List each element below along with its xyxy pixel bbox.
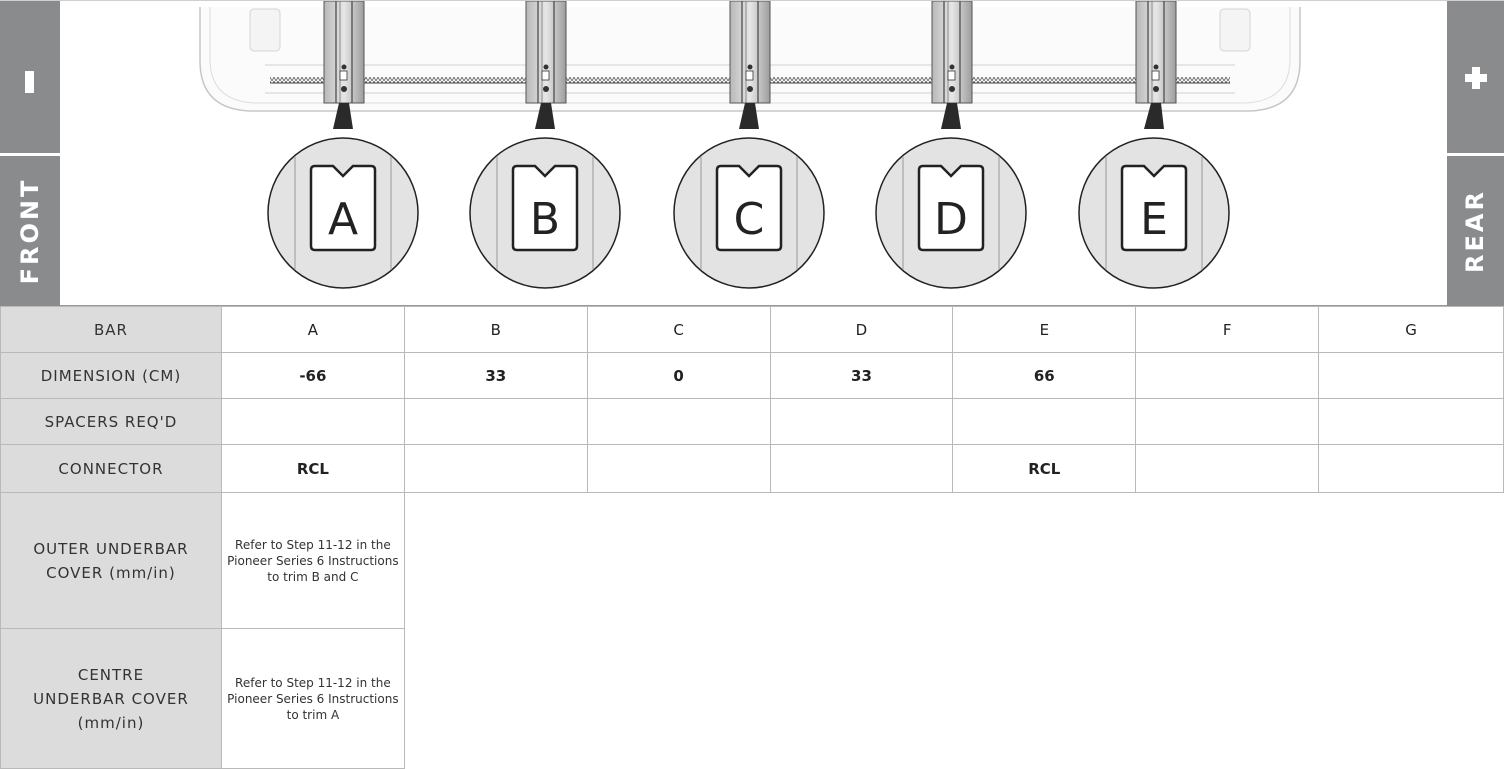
- bar-col-c: C: [587, 307, 770, 353]
- spacers-g: [1319, 399, 1504, 445]
- minus-icon: [25, 71, 34, 93]
- callout-letter-a: A: [327, 194, 359, 245]
- connector-d: [770, 445, 953, 493]
- callout-letter-c: C: [733, 194, 765, 245]
- connector-e: RCL: [953, 445, 1136, 493]
- callout-letter-e: E: [1140, 194, 1168, 245]
- rear-label: REAR: [1461, 189, 1489, 273]
- outer-cover-row: [1, 493, 1504, 629]
- bar-spec-table: [0, 306, 1504, 769]
- spacers-label: SPACERS REQ'D: [1, 399, 222, 445]
- spacers-f: [1136, 399, 1319, 445]
- callout-d: [876, 138, 1026, 288]
- callout-a: [268, 138, 418, 288]
- bar-header-row: [1, 307, 1504, 353]
- front-side-panel: [0, 1, 60, 307]
- bar-col-a: A: [221, 307, 404, 353]
- centre-cover-label: CENTRE UNDERBAR COVER (mm/in): [1, 629, 222, 769]
- blank-area: [404, 493, 1503, 629]
- dimension-a: -66: [221, 353, 404, 399]
- dimension-e: 66: [953, 353, 1136, 399]
- dimension-row: [1, 353, 1504, 399]
- spacers-row: [1, 399, 1504, 445]
- dimension-d: 33: [770, 353, 953, 399]
- callout-c: [674, 138, 824, 288]
- bar-col-b: B: [404, 307, 587, 353]
- connector-c: [587, 445, 770, 493]
- callout-b: [470, 138, 620, 288]
- dimension-g: [1319, 353, 1504, 399]
- outer-cover-note: Refer to Step 11-12 in the Pioneer Series 6 Instructions to trim B and C: [221, 493, 404, 629]
- side-divider: [1447, 153, 1504, 156]
- dimension-label: DIMENSION (CM): [1, 353, 222, 399]
- centre-cover-note: Refer to Step 11-12 in the Pioneer Series 6 Instructions to trim A: [221, 629, 404, 769]
- connector-f: [1136, 445, 1319, 493]
- callout-letter-d: D: [934, 194, 968, 245]
- blank-area: [404, 629, 1503, 769]
- dimension-c: 0: [587, 353, 770, 399]
- bar-header-label: BAR: [1, 307, 222, 353]
- dimension-b: 33: [404, 353, 587, 399]
- callout-e: [1079, 138, 1229, 288]
- bar-col-e: E: [953, 307, 1136, 353]
- centre-cover-row: [1, 629, 1504, 769]
- bar-callouts: [268, 138, 1229, 288]
- spacers-a: [221, 399, 404, 445]
- roof-rack-illustration: [60, 1, 1447, 307]
- connector-g: [1319, 445, 1504, 493]
- spacers-c: [587, 399, 770, 445]
- connector-label: CONNECTOR: [1, 445, 222, 493]
- rack-diagram: [0, 0, 1504, 306]
- connector-a: RCL: [221, 445, 404, 493]
- outer-cover-label: OUTER UNDERBAR COVER (mm/in): [1, 493, 222, 629]
- spacers-e: [953, 399, 1136, 445]
- connector-row: [1, 445, 1504, 493]
- rear-side-panel: [1447, 1, 1504, 307]
- connector-b: [404, 445, 587, 493]
- spacers-d: [770, 399, 953, 445]
- spacers-b: [404, 399, 587, 445]
- bar-col-g: G: [1319, 307, 1504, 353]
- side-divider: [0, 153, 60, 156]
- bar-col-f: F: [1136, 307, 1319, 353]
- callout-letter-b: B: [529, 194, 561, 245]
- front-label: FRONT: [16, 177, 44, 285]
- bar-col-d: D: [770, 307, 953, 353]
- dimension-f: [1136, 353, 1319, 399]
- plus-icon: [1465, 67, 1487, 89]
